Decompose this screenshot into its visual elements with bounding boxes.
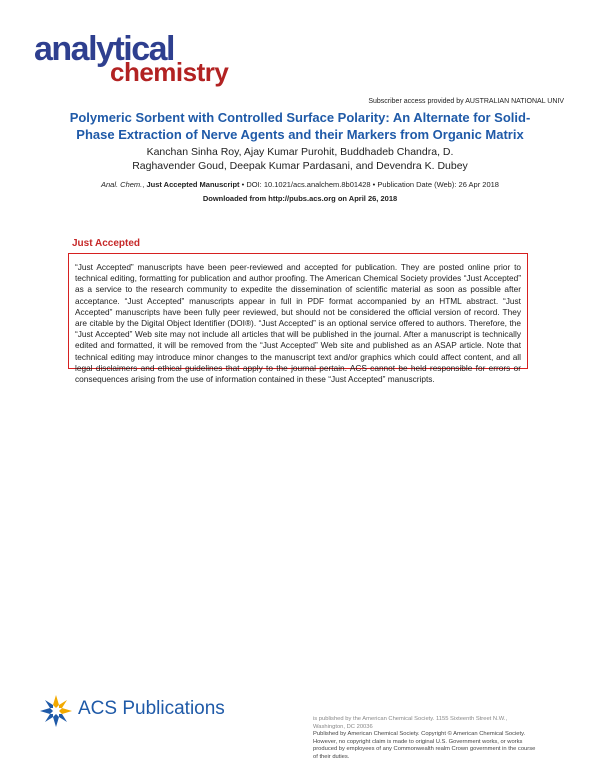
journal-logo-analytical: analytical bbox=[34, 30, 174, 68]
footer-line: produced by employees of any Commonwealth realm Crown government in the course bbox=[313, 746, 536, 753]
article-title-line: Phase Extraction of Nerve Agents and their Markers from Organic Matrix bbox=[76, 127, 524, 142]
footer-line: However, no copyright claim is made to original U.S. Government works, or works bbox=[313, 738, 523, 745]
just-accepted-text: “Just Accepted” manuscripts have been peer-reviewed and accepted for publication. They are posted online prior to technical editing, formatting for publication and author proofing. The American Chemical Society provides “Just Accepted” as a service to the research community to expedite the dissemination of scientific material as soon as possible after acceptance. “Just Accepted” manuscripts appear in full in PDF format accompanied by an HTML abstract. “Just Accepted” manuscripts have been fully peer reviewed, but should not be considered the official version of record. They are citable by the Digital Object Identifier (DOI®). “Just Accepted” is an optional service offered to authors. Therefore, the “Just Accepted” Web site may not include all articles that will be published in the journal. After a manuscript is technically edited and formatted, it will be removed from the “Just Accepted” Web site and published as an ASAP article. Note that technical editing may introduce minor changes to the manuscript text and/or graphics which could affect content, and all legal disclaimers and ethical guidelines that apply to the journal pertain. ACS cannot be held responsible for errors or consequences arising from the use of information contained in these “Just Accepted” manuscripts. bbox=[75, 262, 521, 385]
download-note[interactable]: Downloaded from http://pubs.acs.org on April 26, 2018 bbox=[202, 194, 398, 203]
citation-doi-date: • DOI: 10.1021/acs.analchem.8b01428 • Publication Date (Web): 26 Apr 2018 bbox=[239, 180, 499, 189]
citation-line: Anal. Chem., Just Accepted Manuscript • DOI: 10.1021/acs.analchem.8b01428 • Publication Date (Web): 26 Apr 2018 bbox=[101, 180, 499, 189]
footer-line: of their duties. bbox=[313, 753, 350, 760]
article-title bbox=[20, 109, 580, 143]
footer-line: is published by the American Chemical Society. 1155 Sixteenth Street N.W., bbox=[313, 716, 508, 722]
just-accepted-heading: Just Accepted bbox=[72, 238, 140, 249]
journal-logo-chemistry: chemistry bbox=[110, 57, 229, 87]
citation-journal: Anal. Chem. bbox=[101, 180, 143, 189]
author-list bbox=[40, 145, 560, 173]
citation-status: Just Accepted Manuscript bbox=[146, 180, 240, 189]
publisher-footer bbox=[313, 716, 573, 762]
author-line: Raghavender Goud, Deepak Kumar Pardasani, and Devendra K. Dubey bbox=[132, 160, 468, 172]
acs-logo-icon[interactable] bbox=[38, 693, 74, 729]
subscriber-access-note: Subscriber access provided by AUSTRALIAN NATIONAL UNIV bbox=[368, 98, 564, 105]
footer-line: Published by American Chemical Society. Copyright © American Chemical Society. bbox=[313, 731, 526, 738]
acs-publications-brand[interactable]: ACS Publications bbox=[78, 698, 225, 719]
author-line: Kanchan Sinha Roy, Ajay Kumar Purohit, Buddhadeb Chandra, D. bbox=[146, 146, 454, 158]
footer-line: Washington, DC 20036 bbox=[313, 723, 373, 730]
article-title-line: Polymeric Sorbent with Controlled Surface Polarity: An Alternate for Solid- bbox=[69, 110, 531, 125]
just-accepted-box bbox=[68, 253, 528, 385]
